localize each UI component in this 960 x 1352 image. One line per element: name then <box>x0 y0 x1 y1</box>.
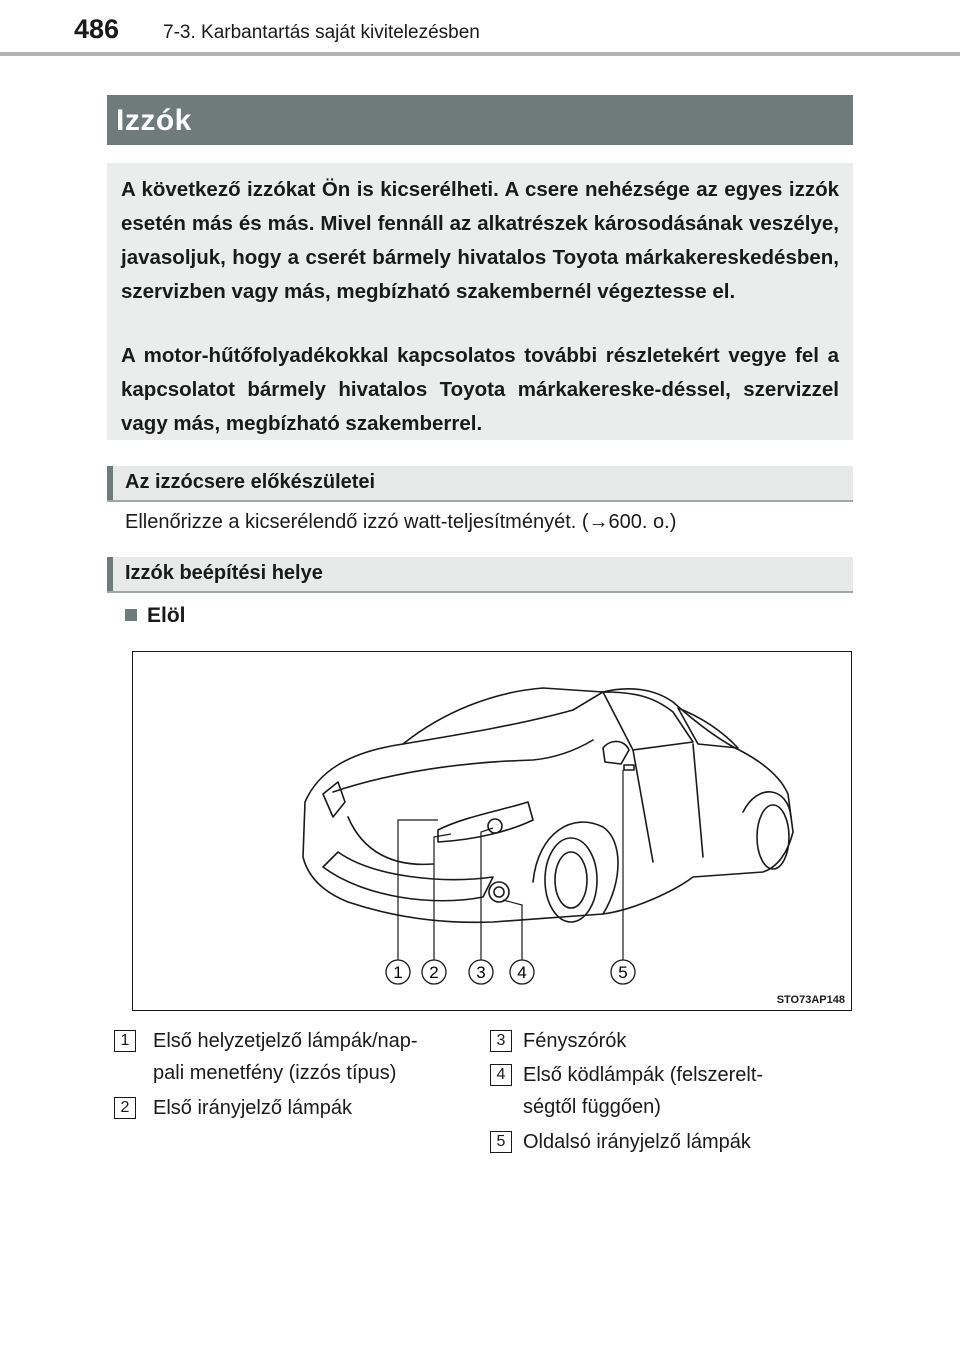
leader-line-3 <box>481 828 493 972</box>
header-divider <box>0 52 960 56</box>
legend-item-4 <box>523 1059 763 1123</box>
subheading-locations <box>107 557 853 593</box>
legend-item-2 <box>153 1092 352 1124</box>
intro-box <box>107 163 853 440</box>
section-title: Izzók <box>116 104 192 137</box>
square-bullet-icon <box>125 609 137 621</box>
legend-number: 1 <box>114 1030 136 1052</box>
car-lower-grille <box>323 852 493 901</box>
leader-line-2 <box>434 834 451 972</box>
legend-line: Első helyzetjelző lámpák/nap- <box>153 1030 418 1052</box>
callout-label: 1 <box>393 963 403 982</box>
legend-line: Első ködlámpák (felszerelt- <box>523 1064 764 1086</box>
preparation-text: Ellenőrizze a kicserélendő izzó watt-teljesítményét. (→600. o.) <box>125 511 677 533</box>
leader-line-1 <box>398 820 438 972</box>
legend-line: pali menetfény (izzós típus) <box>153 1062 397 1084</box>
callout-1 <box>386 960 410 984</box>
car-grille <box>348 817 433 864</box>
car-rear-wheel <box>757 805 789 869</box>
chapter-title: 7-3. Karbantartás saját kivitelezésben <box>163 22 480 43</box>
legend-number: 5 <box>490 1131 512 1153</box>
legend-line: ségtől függően) <box>523 1096 661 1118</box>
callout-label: 4 <box>517 963 527 982</box>
car-side-mirror <box>603 741 629 764</box>
callout-label: 5 <box>618 963 628 982</box>
callout-3 <box>469 960 493 984</box>
car-windshield <box>403 688 603 744</box>
legend-item-1 <box>153 1025 418 1089</box>
car-side-turn-lamp <box>624 765 634 770</box>
legend-item-5 <box>523 1126 751 1158</box>
car-door-line <box>633 744 703 862</box>
callout-4 <box>510 960 534 984</box>
front-heading <box>125 604 186 628</box>
callout-label: 3 <box>476 963 486 982</box>
legend-item-3 <box>523 1025 626 1057</box>
page-number: 486 <box>74 14 120 44</box>
car-headlight-lamp <box>488 819 502 833</box>
intro-paragraph: A következő izzókat Ön is kicserélheti. A csere nehézsége az egyes izzók esetén más és más. Mivel fennáll az alkatrészek károsodásának veszélye, javasoljuk, hogy a cserét bármely hivatalos Toyota márkakereskedésben, szervizben vagy más, megbízható szakembernél végeztesse el. <box>121 178 839 303</box>
legend-line: Első irányjelző lámpák <box>153 1097 352 1119</box>
intro-paragraph: A motor-hűtőfolyadékokkal kapcsolatos további részletekért vegye fel a kapcsolatot bármely hivatalos Toyota márkakereske-déssel, szervizzel vagy más, megbízható szakemberrel. <box>121 344 839 435</box>
car-illustration <box>133 652 851 1010</box>
callout-label: 2 <box>429 963 439 982</box>
subheading-preparation <box>107 466 853 502</box>
car-fog-lamp <box>489 882 509 902</box>
callout-2 <box>422 960 446 984</box>
front-heading-label: Elöl <box>147 604 186 627</box>
subheading-preparation-label: Az izzócsere előkészületei <box>125 471 376 493</box>
legend-line: Oldalsó irányjelző lámpák <box>523 1131 751 1153</box>
car-figure <box>132 651 852 1011</box>
section-title-bar <box>107 95 853 145</box>
car-body-outline <box>303 689 793 923</box>
subheading-locations-label: Izzók beépítési helye <box>125 562 323 584</box>
legend-number: 3 <box>490 1030 512 1052</box>
legend-number: 4 <box>490 1064 512 1086</box>
car-hood-line <box>333 740 593 792</box>
callout-5 <box>611 960 635 984</box>
legend-line: Fényszórók <box>523 1030 627 1052</box>
car-headlight-right <box>438 802 533 842</box>
legend-number: 2 <box>114 1097 136 1119</box>
figure-code: STO73AP148 <box>776 994 845 1006</box>
car-headlight-left <box>323 782 345 817</box>
car-front-wheel <box>545 838 597 922</box>
